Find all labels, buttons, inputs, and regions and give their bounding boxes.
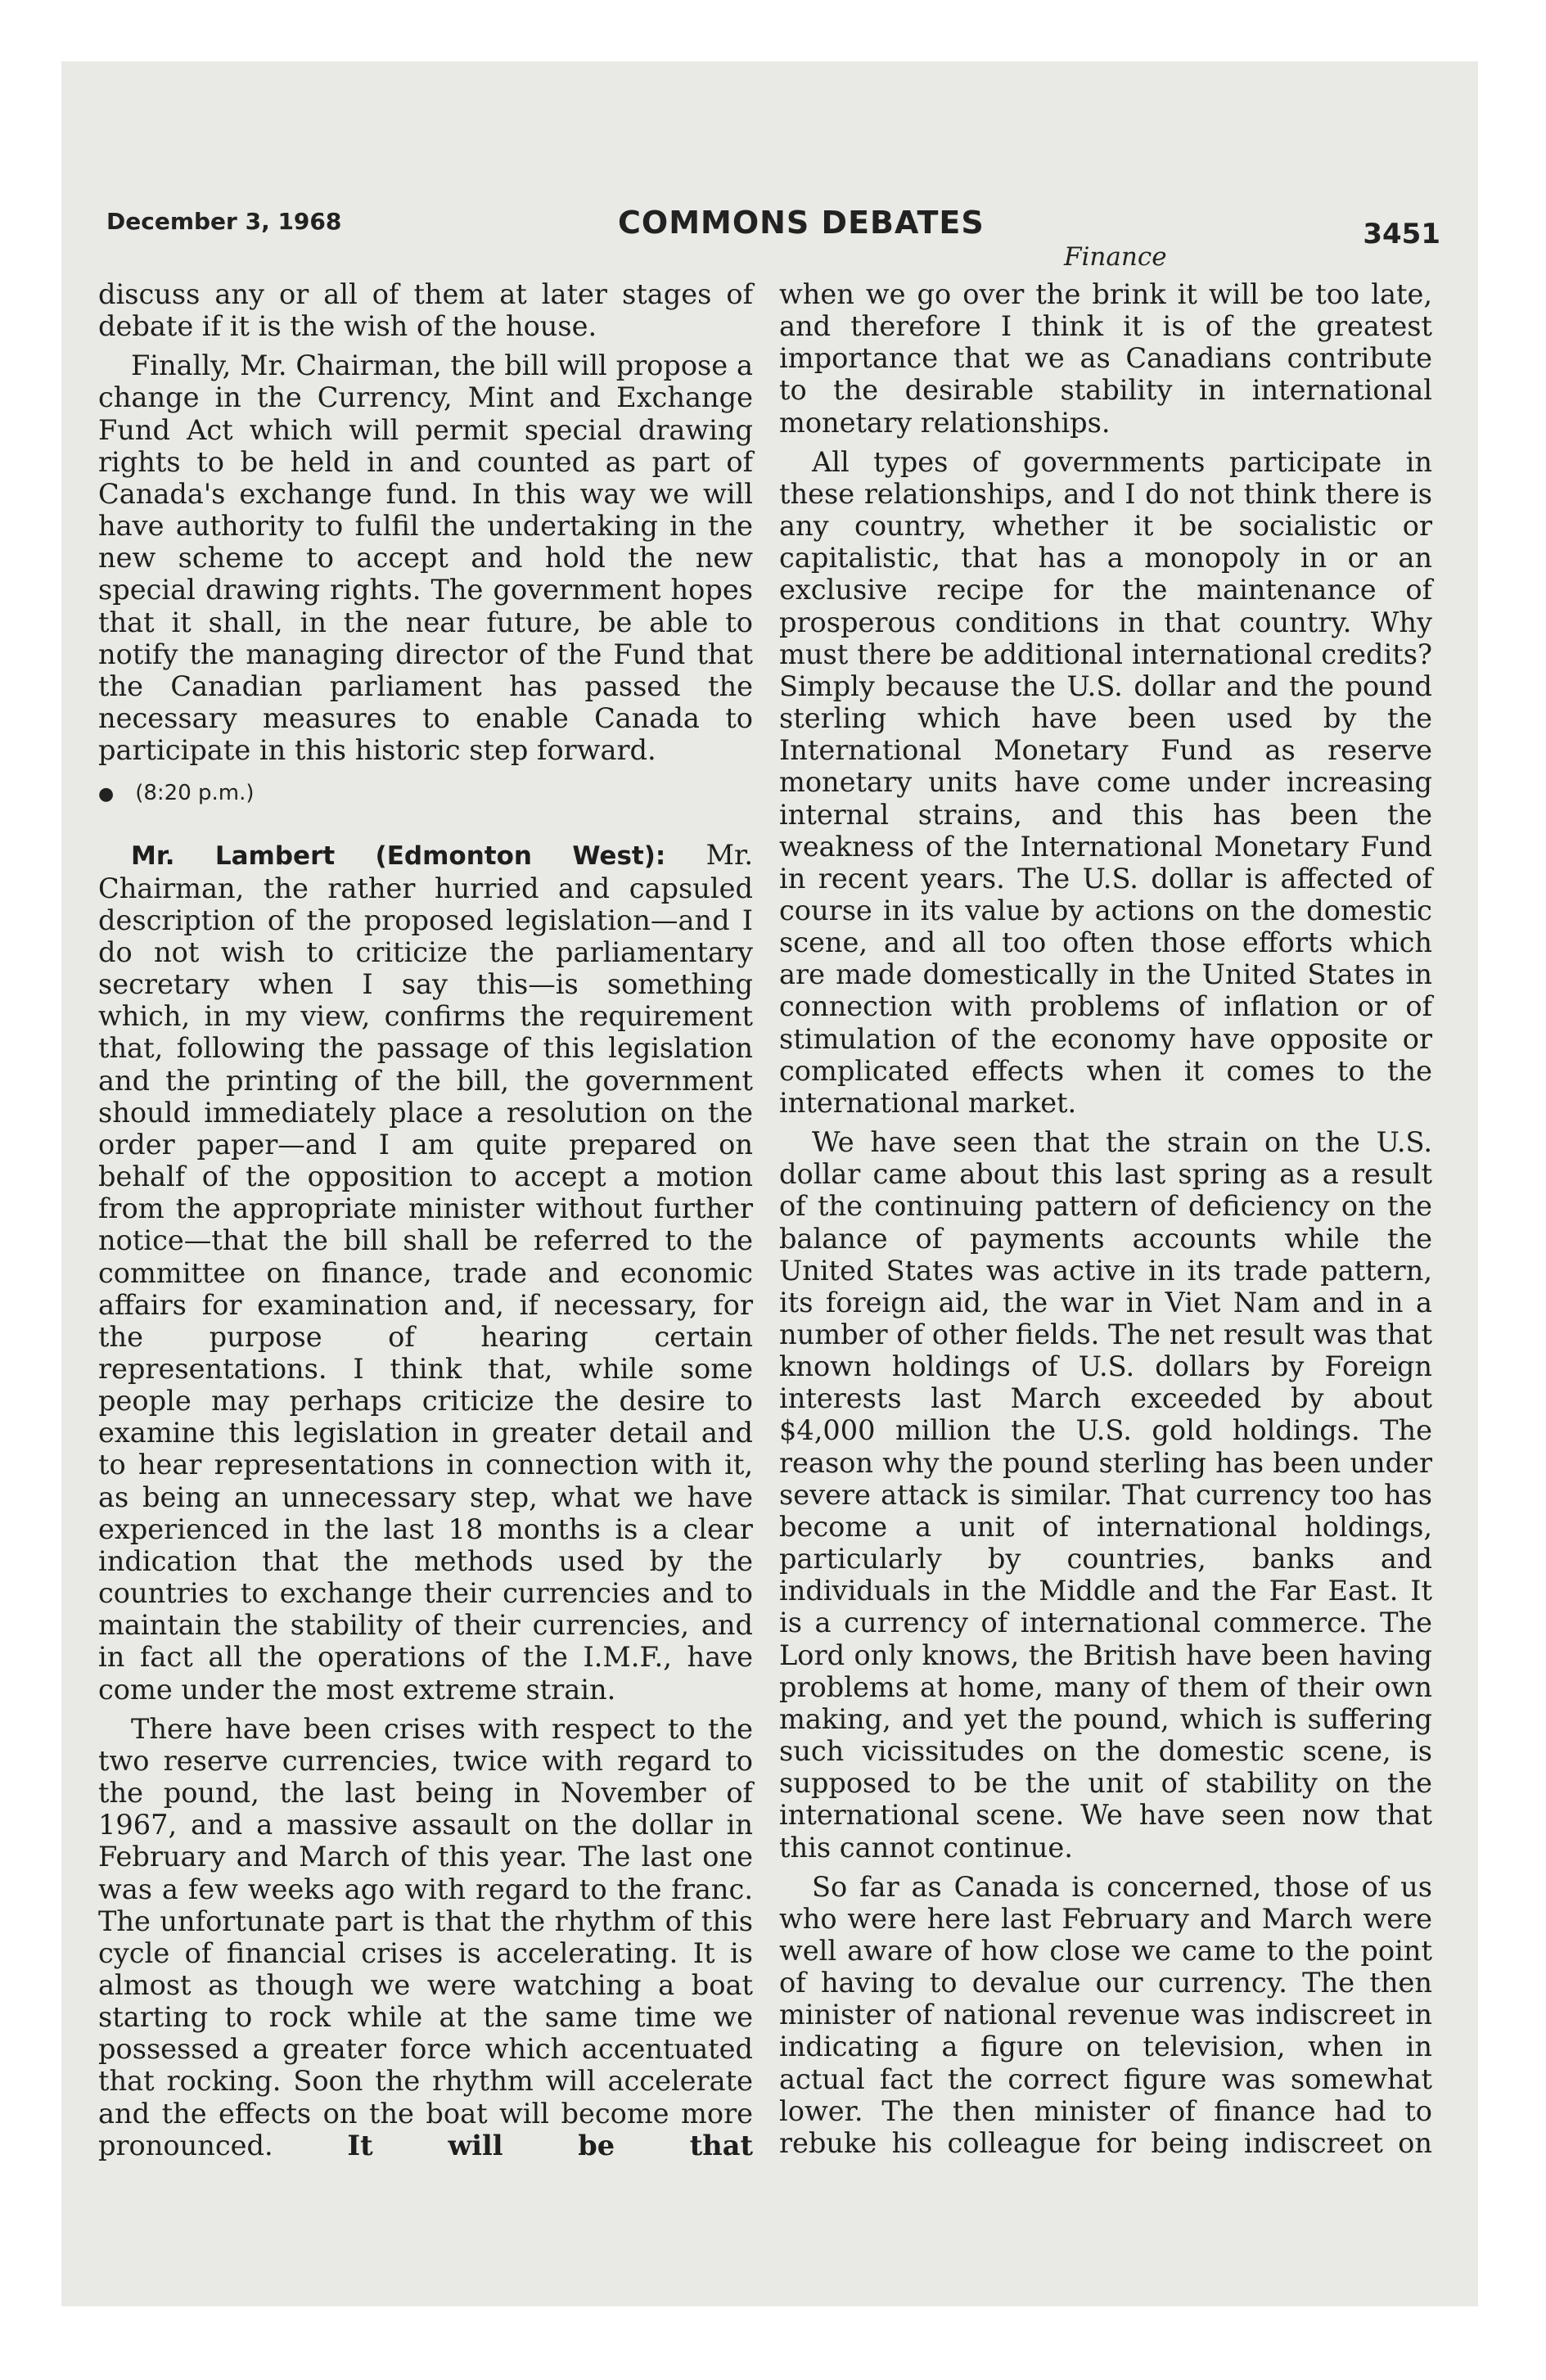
- header-title: COMMONS DEBATES: [618, 205, 985, 241]
- timestamp-text: (8:20 p.m.): [135, 781, 255, 806]
- right-column: [779, 278, 1432, 2166]
- bullet-icon: ●: [98, 784, 115, 805]
- paragraph: discuss any or all of them at later stages of debate if it is the wish of the house.: [98, 278, 753, 343]
- page-number: 3451: [1363, 218, 1440, 250]
- paragraph-bold-text: It will be that: [347, 2128, 753, 2161]
- paragraph: All types of governments participate in these relationships, and I do not think there is any country, whether it be socialistic or capitalistic, that has a monopoly in or an exclusive recipe for the maintenance of prosperous conditions in that country. Why must there be additional international credits? Simply because the U.S. dollar and the pound sterling which have been used by the International Monetary Fund as reserve monetary units have come under increasing internal strains, and this has been the weakness of the International Monetary Fund in recent years. The U.S. dollar is affected of course in its value by actions on the domestic scene, and all too often those efforts which are made domestically in the United States in connection with problems of inflation or of stimulation of the economy have opposite or complicated effects when it comes to the international market.: [779, 445, 1432, 1119]
- paragraph: Finally, Mr. Chairman, the bill will propose a change in the Currency, Mint and Exchange Fund Act which will permit special drawing rights to be held in and counted as part of Canada's exchange fund. In this way we will have authority to fulfil the undertaking in the new scheme to accept and hold the new special drawing rights. The government hopes that it shall, in the near future, be able to notify the managing director of the Fund that the Canadian parliament has passed the necessary measures to enable Canada to participate in this historic step forward.: [98, 349, 753, 767]
- paragraph: when we go over the brink it will be too late, and therefore I think it is of the greatest importance that we as Canadians contribute to the desirable stability in international monetary relationships.: [779, 278, 1432, 439]
- speech-paragraph: [98, 839, 753, 1706]
- paragraph: [98, 1713, 753, 2161]
- speaker-name: Mr. Lambert (Edmonton West):: [131, 841, 666, 871]
- paragraph: So far as Canada is concerned, those of us who were here last February and March were well aware of how close we came to the point of having to devalue our currency. The then minister of national revenue was indiscreet in indicating a figure on television, when in actual fact the correct figure was somewhat lower. The then minister of finance had to rebuke his colleague for being indiscreet on: [779, 1870, 1432, 2159]
- left-column: [98, 278, 753, 2169]
- section-label: Finance: [1064, 242, 1167, 272]
- speech-text: Mr. Chairman, the rather hurried and capsuled description of the proposed legislation—and I do not wish to criticize the parliamentary secretary when I say this—is something which, in my view, confirms the requirement that, following the passage of this legislation and the printing of the bill, the government should immediately place a resolution on the order paper—and I am quite prepared on behalf of the opposition to accept a motion from the appropriate minister without further notice—that the bill shall be referred to the committee on finance, trade and economic affairs for examination and, if necessary, for the purpose of hearing certain representations. I think that, while some people may perhaps criticize the desire to examine this legislation in greater detail and to hear representations in connection with it, as being an unnecessary step, what we have experienced in the last 18 months is a clear indication that the methods used by the countries to exchange their currencies and to maintain the stability of their currencies, and in fact all the operations of the I.M.F., have come under the most extreme strain.: [98, 838, 753, 1706]
- page-header: [106, 205, 1440, 254]
- paragraph: We have seen that the strain on the U.S. dollar came about this last spring as a result of the continuing pattern of deficiency on the balance of payments accounts while the United States was active in its trade pattern, its foreign aid, the war in Viet Nam and in a number of other fields. The net result was that known holdings of U.S. dollars by Foreign interests last March exceeded by about $4,000 million the U.S. gold holdings. The reason why the pound sterling has been under severe attack is similar. That currency too has become a unit of international holdings, particularly by countries, banks and individuals in the Middle and the Far East. It is a currency of international commerce. The Lord only knows, the British have been having problems at home, many of them of their own making, and yet the pound, which is suffering such vicissitudes on the domestic scene, is supposed to be the unit of stability on the international scene. We have seen now that this cannot continue.: [779, 1126, 1432, 1864]
- header-date: December 3, 1968: [106, 208, 342, 235]
- paragraph-text: There have been crises with respect to the two reserve currencies, twice with regard to the pound, the last being in November of 1967, and a massive assault on the dollar in February and March of this year. The last one was a few weeks ago with regard to the franc. The unfortunate part is that the rhythm of this cycle of financial crises is accelerating. It is almost as though we were watching a boat starting to rock while at the same time we possessed a greater force which accentuated that rocking. Soon the rhythm will accelerate and the effects on the boat will become more pronounced.: [98, 1712, 753, 2161]
- timestamp: [98, 778, 753, 810]
